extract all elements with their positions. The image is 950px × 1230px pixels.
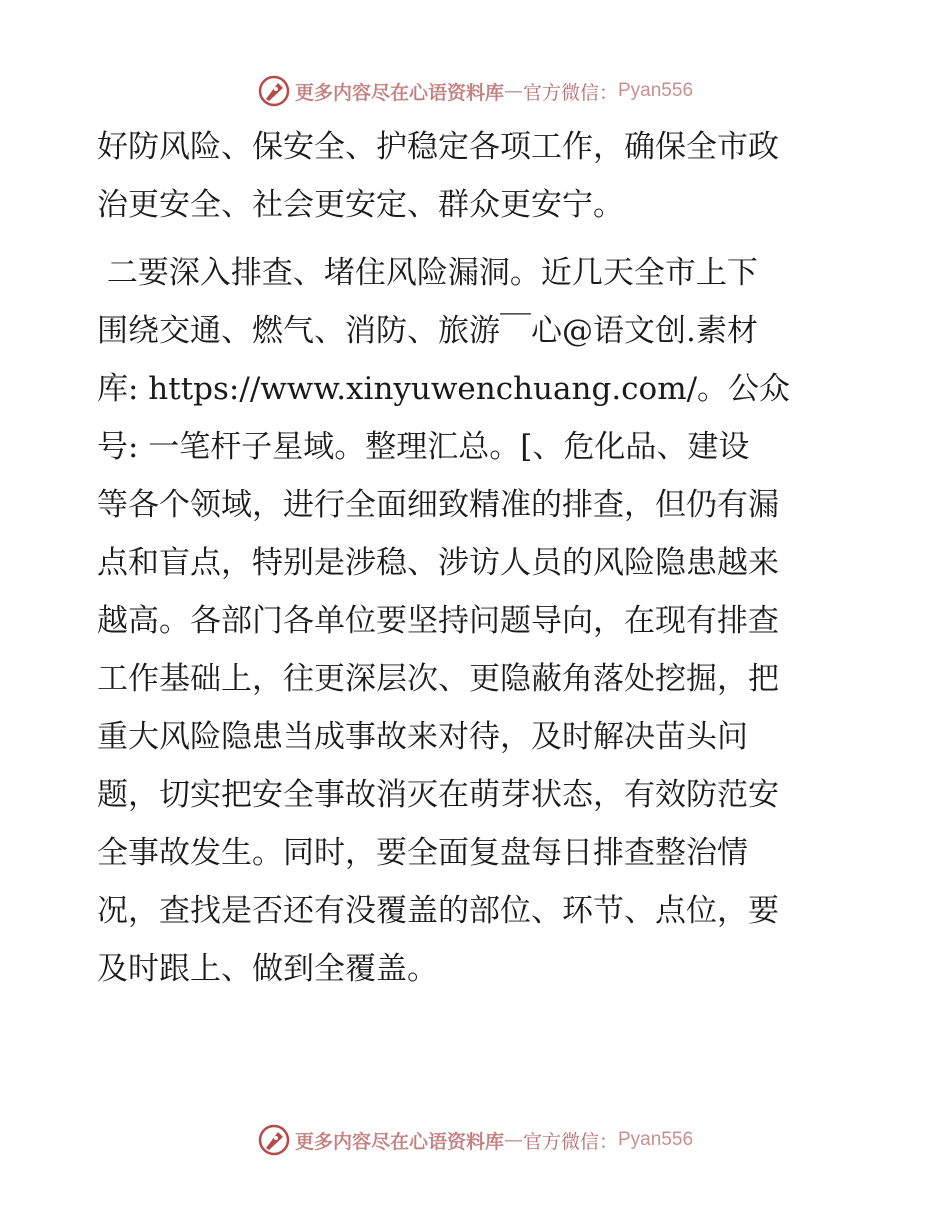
text-line: 重大风险隐患当成事故来对待，及时解决苗头问	[97, 719, 748, 755]
banner-separator: —	[503, 80, 523, 102]
banner-wechat-id: Pyan556	[618, 1129, 694, 1150]
pen-nib-circle-logo-icon	[257, 74, 291, 108]
text-line: 点和盲点，特别是涉稳、涉访人员的风险隐患越来	[97, 545, 779, 581]
paragraph-1	[97, 118, 857, 234]
banner-site-text: 更多内容尽在心语资料库	[294, 1130, 504, 1153]
paragraph-2	[97, 244, 857, 998]
text-line: 二要深入排查、堵住风险漏洞。近几天全市上下	[97, 255, 758, 291]
text-line: 围绕交通、燃气、消防、旅游￣心@语文创.素材	[97, 313, 758, 349]
header-banner	[0, 71, 950, 111]
text-line: 越高。各部门各单位要坚持问题导向，在现有排查	[97, 603, 779, 639]
text-line: 等各个领域，进行全面细致精准的排查，但仍有漏	[97, 487, 779, 523]
text-line: 工作基础上，往更深层次、更隐蔽角落处挖掘，把	[97, 661, 779, 697]
banner-wechat-id: Pyan556	[618, 80, 694, 101]
text-line: 全事故发生。同时，要全面复盘每日排查整治情	[97, 835, 748, 871]
banner-site-text: 更多内容尽在心语资料库	[294, 81, 504, 104]
text-line: 题，切实把安全事故消灭在萌芽状态，有效防范安	[97, 777, 779, 813]
document-body	[97, 118, 857, 998]
pen-nib-circle-logo-icon	[257, 1123, 291, 1157]
banner-separator: —	[503, 1129, 523, 1151]
text-line: 库: https://www.xinyuwenchuang.com/。公众	[97, 371, 791, 407]
text-line: 好防风险、保安全、护稳定各项工作，确保全市政	[97, 129, 779, 165]
text-line: 及时跟上、做到全覆盖。	[97, 951, 438, 987]
banner-wechat-label: 官方微信：	[522, 1130, 618, 1153]
text-line: 治更安全、社会更安定、群众更安宁。	[97, 187, 624, 223]
footer-banner	[0, 1120, 950, 1160]
banner-wechat-label: 官方微信：	[522, 81, 618, 104]
text-line: 号: 一笔杆子星域。整理汇总。[、危化品、建设	[97, 429, 750, 465]
text-line: 况，查找是否还有没覆盖的部位、环节、点位，要	[97, 893, 779, 929]
